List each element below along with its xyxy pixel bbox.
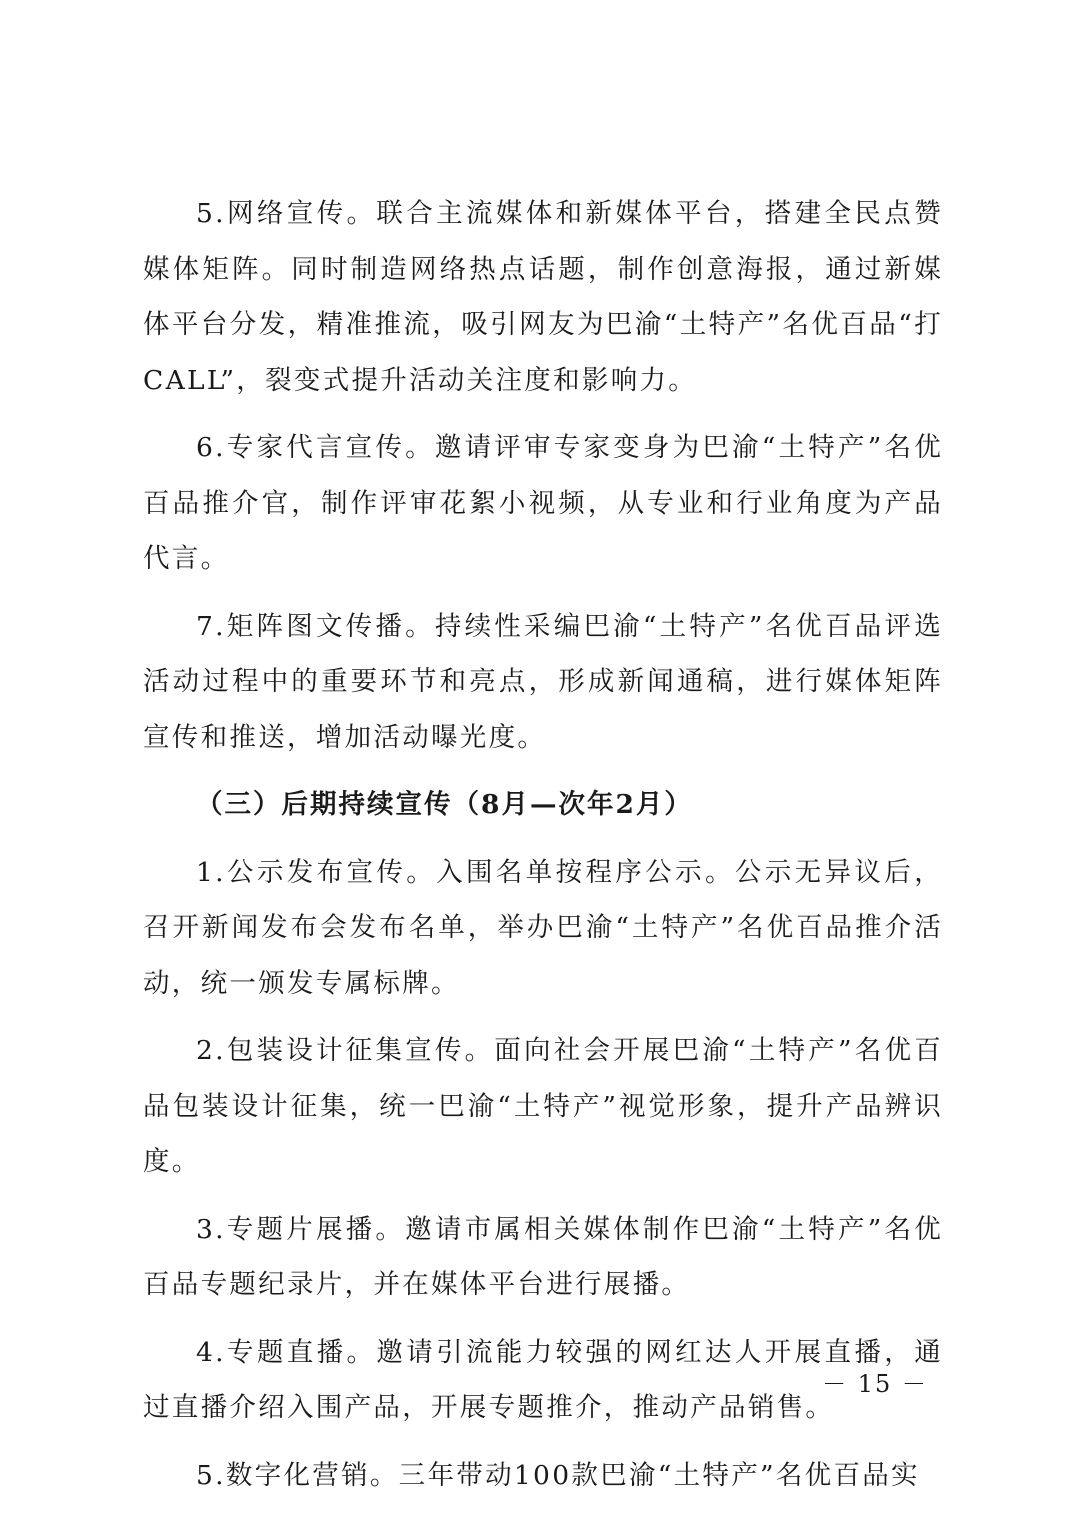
paragraph-matrix-communication: 7.矩阵图文传播。持续性采编巴渝“土特产”名优百品评选活动过程中的重要环节和亮点，形成新闻通稿，进行媒体矩阵宣传和推送，增加活动曝光度。 <box>143 610 943 753</box>
paragraph-expert-endorsement: 6.专家代言宣传。邀请评审专家变身为巴渝“土特产”名优百品推介官，制作评审花絮小视频，从专业和行业角度为产品代言。 <box>143 432 943 574</box>
paragraph-digital-marketing: 5.数字化营销。三年带动100款巴渝“土特产”名优百品实 <box>196 1459 920 1491</box>
paragraph-documentary: 3.专题片展播。邀请市属相关媒体制作巴渝“土特产”名优百品专题纪录片，并在媒体平台进行展播。 <box>143 1213 943 1300</box>
paragraph-network-promotion: 5.网络宣传。联合主流媒体和新媒体平台，搭建全民点赞媒体矩阵。同时制造网络热点话题，制作创意海报，通过新媒体平台分发，精准推流，吸引网友为巴渝“土特产”名优百品“打CALL”，裂变式提升活动关注度和影响力。 <box>143 198 943 396</box>
document-body <box>143 186 943 1515</box>
paragraph-live-streaming: 4.专题直播。邀请引流能力较强的网红达人开展直播，通过直播介绍入围产品，开展专题推介，推动产品销售。 <box>143 1336 943 1423</box>
section-heading-later-promotion: （三）后期持续宣传（8月—次年2月） <box>196 789 693 820</box>
page-number: － 15 － <box>822 1370 928 1398</box>
paragraph-packaging-design: 2.包装设计征集宣传。面向社会开展巴渝“土特产”名优百品包装设计征集，统一巴渝“土特产”视觉形象，提升产品辨识度。 <box>143 1035 943 1177</box>
paragraph-announcement-promotion: 1.公示发布宣传。入围名单按程序公示。公示无异议后，召开新闻发布会发布名单，举办巴渝“土特产”名优百品推介活动，统一颁发专属标牌。 <box>143 856 943 999</box>
